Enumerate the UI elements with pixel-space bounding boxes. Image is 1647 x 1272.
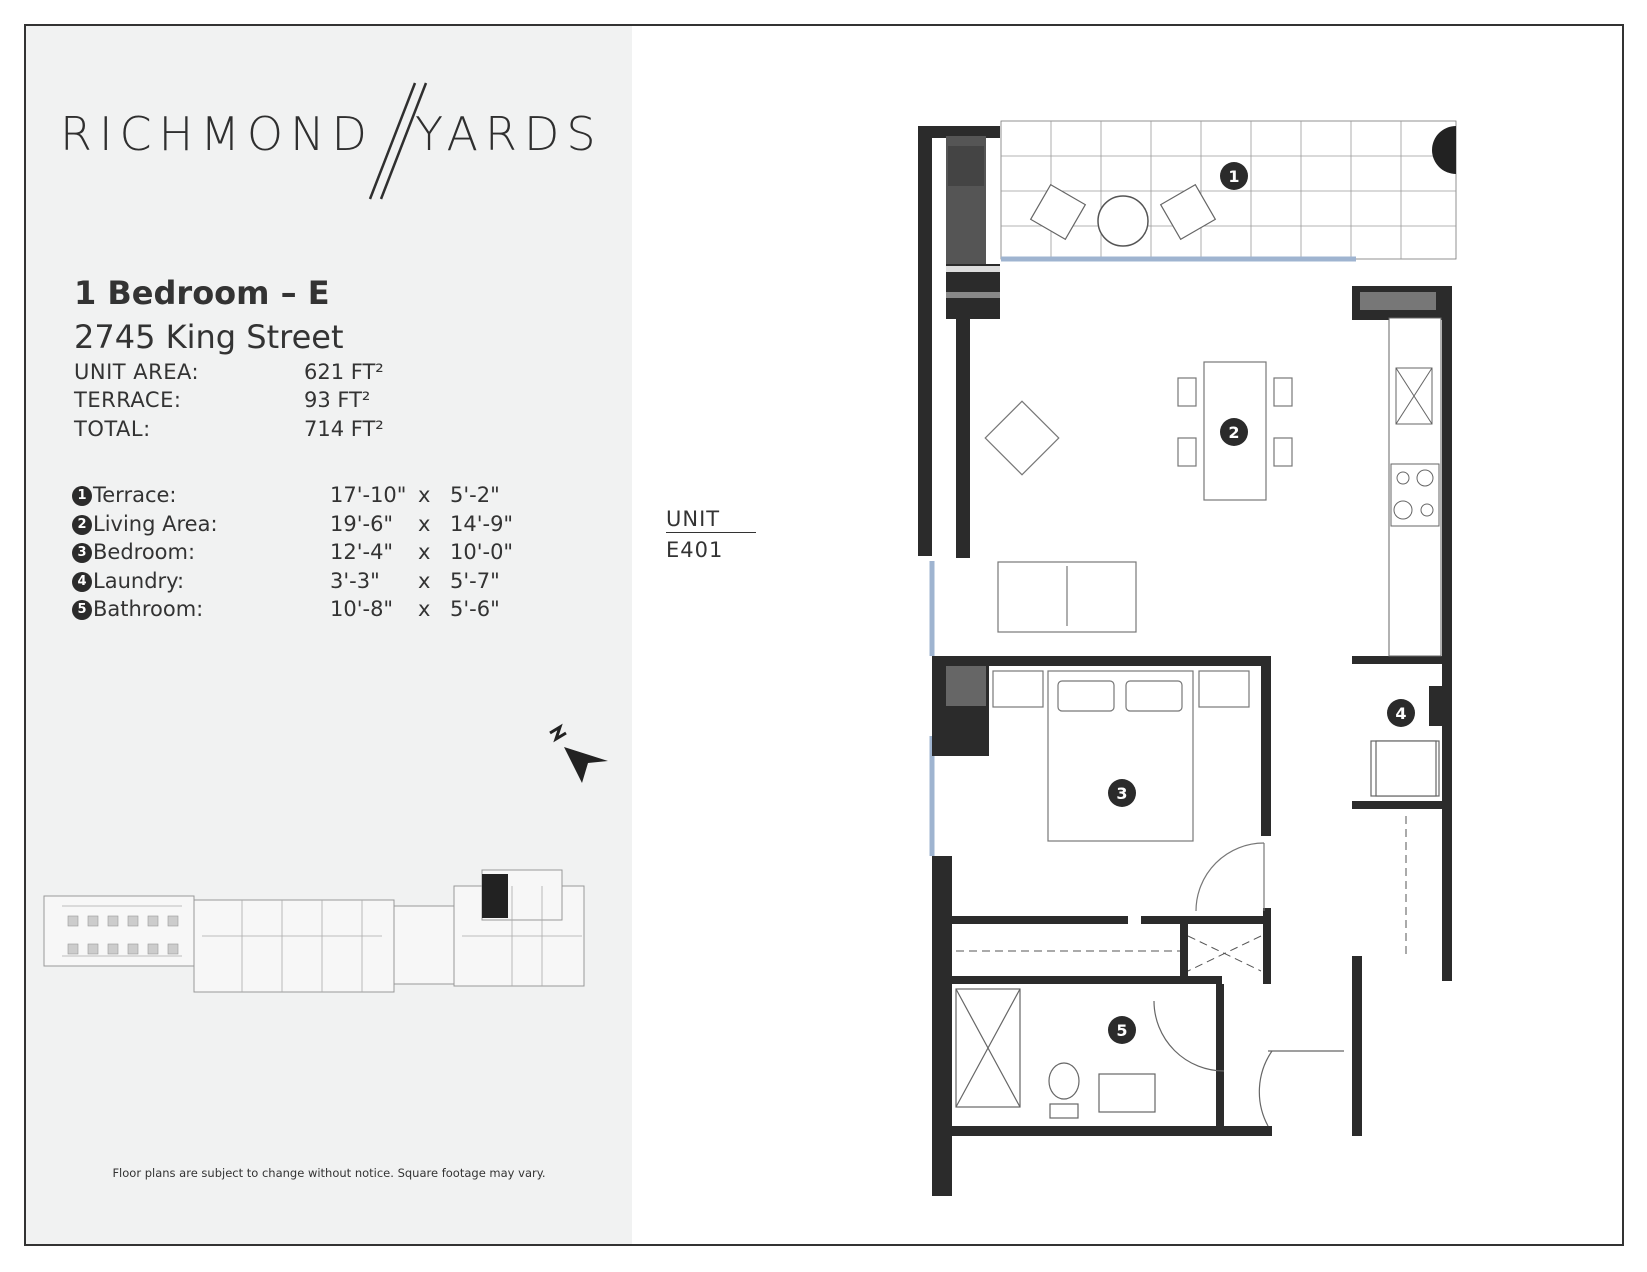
building-key-plan: [42, 856, 602, 1016]
laundry: [1371, 741, 1439, 796]
room-width: 19'-6": [330, 512, 394, 536]
room-width: 12'-4": [330, 540, 394, 564]
room-width: 10'-8": [330, 597, 394, 621]
room-length: 14'-9": [450, 512, 514, 536]
room-times: x: [418, 597, 431, 621]
area-label: TERRACE:: [74, 388, 182, 412]
room-length: 5'-6": [450, 597, 500, 621]
room-length: 5'-2": [450, 483, 500, 507]
info-panel: [26, 26, 632, 1244]
room-number-badge: 4: [72, 572, 92, 592]
room-number-badge: 1: [72, 486, 92, 506]
room-row: [72, 540, 592, 566]
area-value: 621 FT²: [304, 360, 384, 384]
room-row: [72, 512, 592, 538]
room-name: Laundry:: [93, 569, 185, 593]
plan-marker-label: 5: [1116, 1021, 1128, 1040]
room-times: x: [418, 540, 431, 564]
unit-address: 2745 King Street: [74, 318, 344, 356]
room-times: x: [418, 512, 431, 536]
plan-marker-label: 2: [1228, 423, 1240, 442]
area-value: 714 FT²: [304, 417, 384, 441]
terrace-table: [1098, 196, 1148, 246]
area-value: 93 FT²: [304, 388, 371, 412]
plan-marker-label: 3: [1116, 784, 1128, 803]
room-number-badge: 5: [72, 600, 92, 620]
room-length: 5'-7": [450, 569, 500, 593]
terrace: [1001, 121, 1456, 259]
logo-word-right: YARDS: [415, 107, 603, 161]
area-label: UNIT AREA:: [74, 360, 200, 384]
north-arrow-icon: [546, 721, 626, 811]
room-width: 3'-3": [330, 569, 380, 593]
room-number-badge: 3: [72, 543, 92, 563]
room-name: Terrace:: [93, 483, 177, 507]
room-name: Bedroom:: [93, 540, 196, 564]
plan-marker-label: 1: [1228, 167, 1240, 186]
room-row: [72, 569, 592, 595]
brand-logo: [60, 81, 603, 201]
room-row: [72, 597, 592, 623]
unit-label: UNIT: [666, 507, 721, 531]
room-length: 10'-0": [450, 540, 514, 564]
floor-plan-sheet: [24, 24, 1624, 1246]
room-times: x: [418, 483, 431, 507]
unit-floor-plan: [886, 96, 1546, 1196]
plan-marker-label: 4: [1395, 704, 1407, 723]
room-name: Living Area:: [93, 512, 218, 536]
disclaimer: Floor plans are subject to change without notice. Square footage may vary.: [112, 1166, 546, 1180]
kitchen: [1389, 318, 1441, 656]
room-width: 17'-10": [330, 483, 407, 507]
unit-title: 1 Bedroom – E: [74, 274, 330, 312]
unit-number: E401: [666, 538, 724, 562]
logo-word-left: RICHMOND: [60, 107, 374, 161]
unit-label-rule: [666, 532, 756, 533]
living-furniture: [985, 362, 1292, 632]
area-label: TOTAL:: [74, 417, 151, 441]
room-times: x: [418, 569, 431, 593]
room-number-badge: 2: [72, 515, 92, 535]
room-name: Bathroom:: [93, 597, 204, 621]
bathroom-fixtures: [956, 989, 1344, 1126]
room-row: [72, 483, 592, 509]
